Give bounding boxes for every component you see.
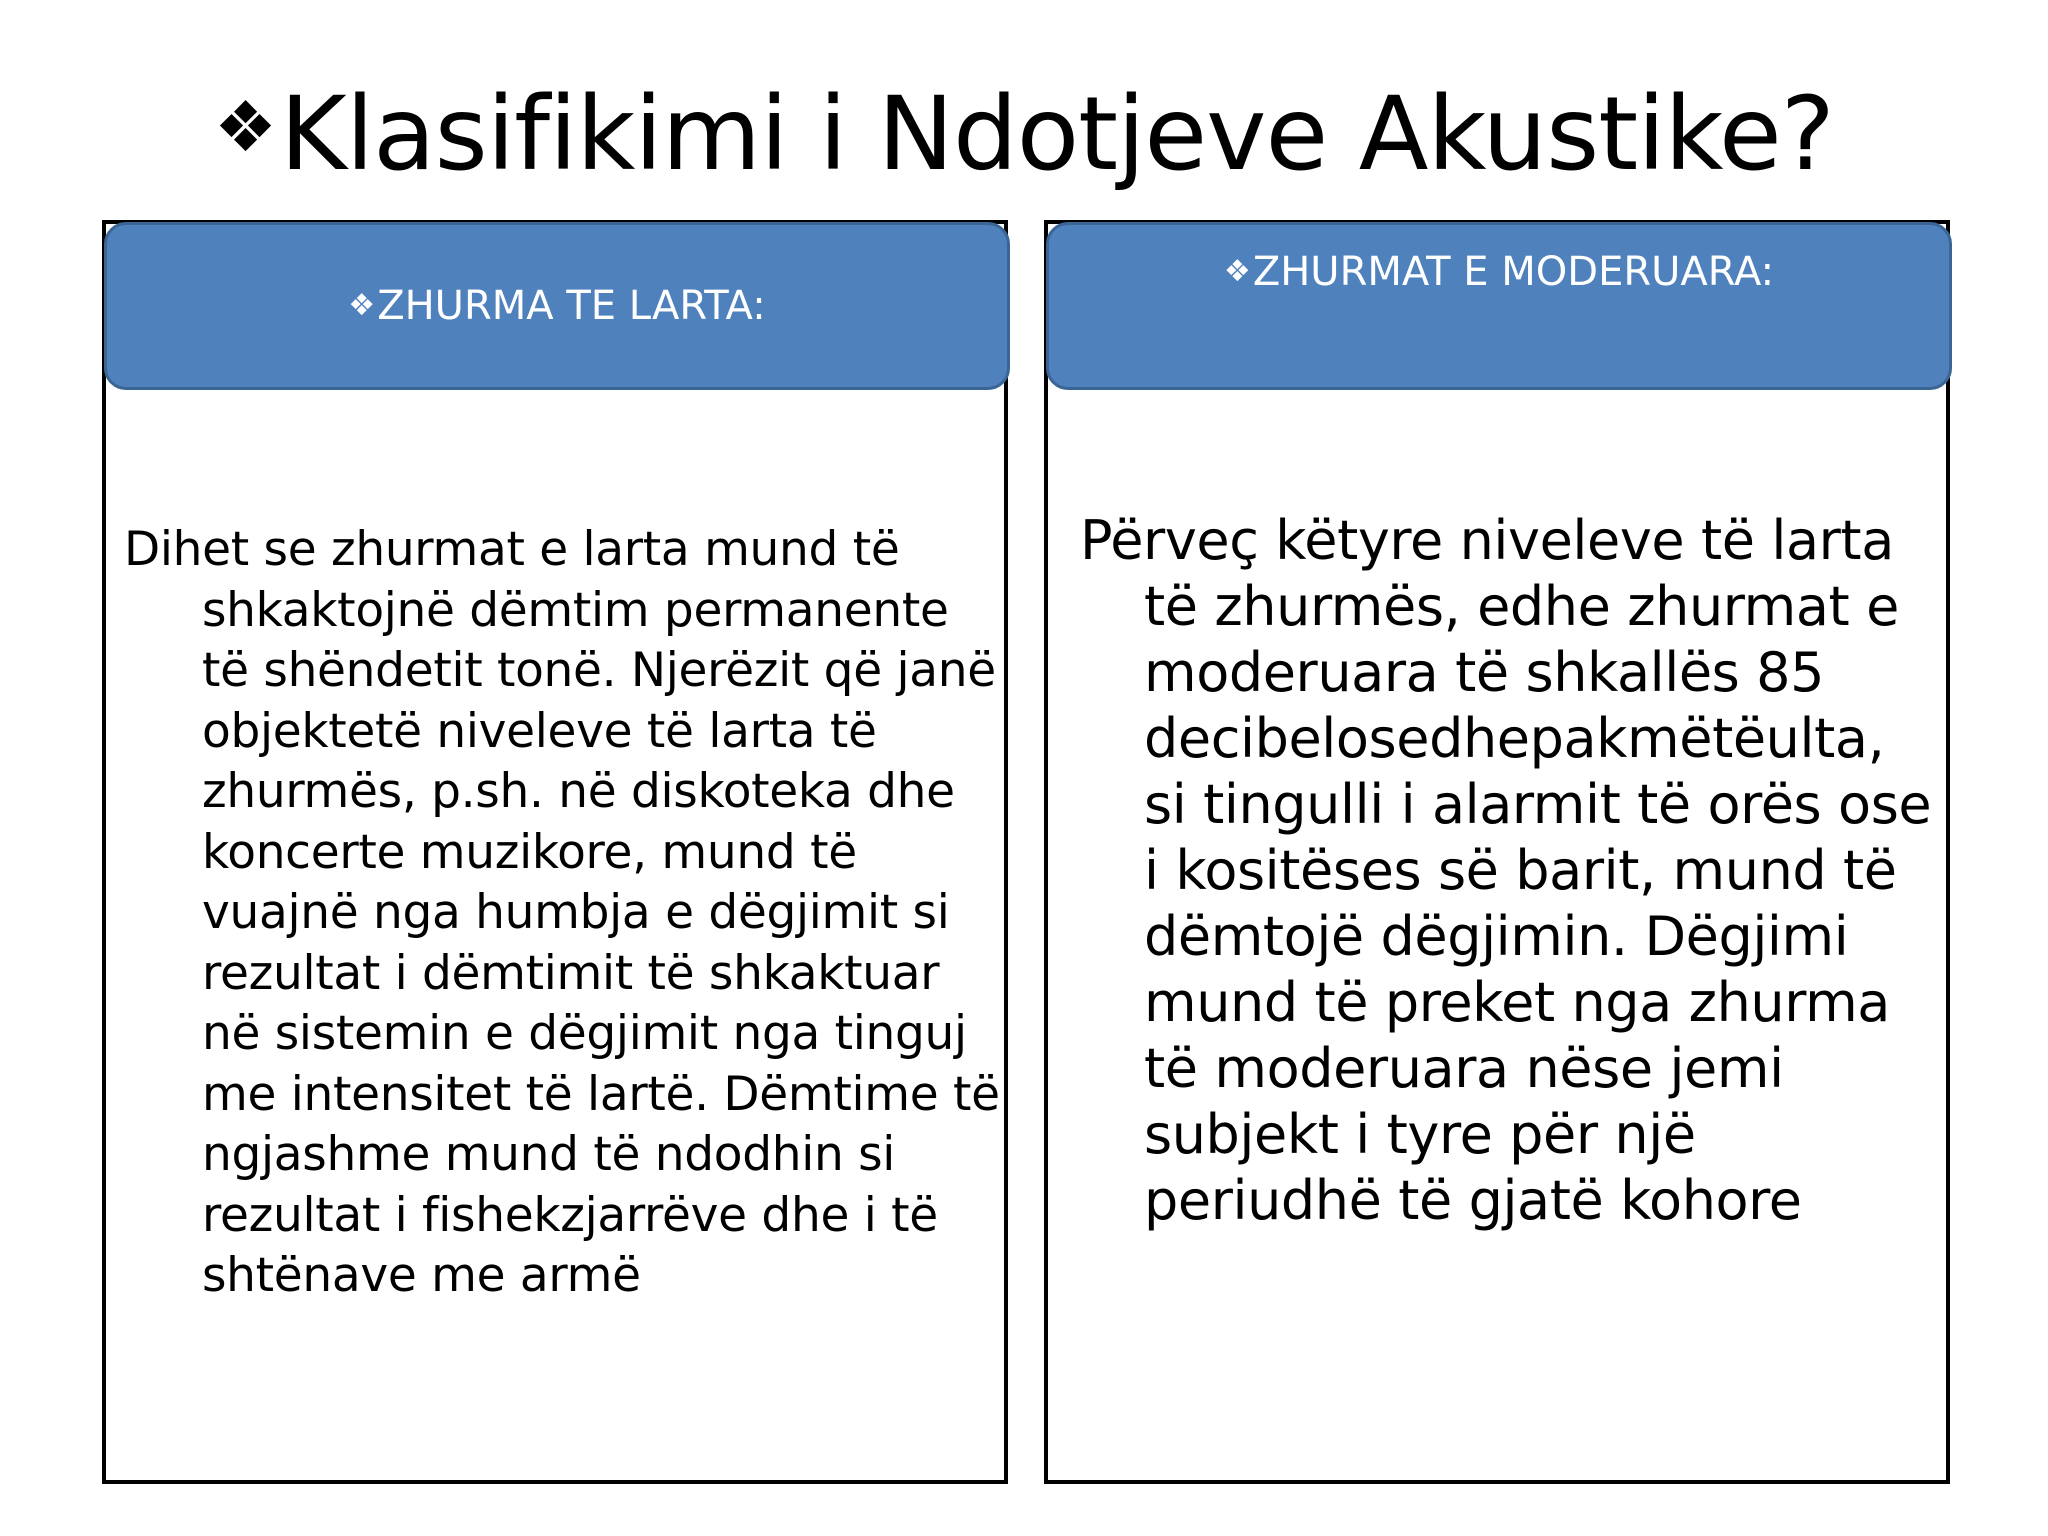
panel-body-high-noise: Dihet se zhurmat e larta mund të shkaktojnë dëmtim permanente të shëndetit tonë. Njerëzit që janë objektetë niveleve të larta të zhurmës, p.sh. në diskoteka dhe koncerte muzikore, mund të vuajnë nga humbja e dëgjimit si rezultat i dëmtimit të shkaktuar në sistemin e dëgjimit nga tinguj me intensitet të lartë. Dëmtime të ngjashme mund të ndodhin si rezultat i fishekzjarrëve dhe i të shtënave me armë (124, 522, 1000, 1303)
panel-header-moderate-noise (1046, 222, 1952, 390)
panel-high-noise (102, 220, 1008, 1484)
diamond-bullet-icon: ❖ (1223, 254, 1251, 289)
diamond-bullet-icon: ❖ (214, 86, 276, 168)
panel-header-label (1049, 249, 1949, 295)
panel-header-label (107, 283, 1007, 329)
panel-header-text: ZHURMAT E MODERUARA: (1252, 249, 1775, 295)
panel-moderate-noise (1044, 220, 1950, 1484)
panel-header-text: ZHURMA TE LARTA: (377, 283, 766, 329)
panel-body-moderate-noise: Përveç këtyre niveleve të larta të zhurmës, edhe zhurmat e moderuara të shkallës 85 decibelosedhepakmëtëulta, si tingulli i alarmit të orës ose i kositëses së barit, mund të dëmtojë dëgjimin. Dëgjimi mund të preket nga zhurma të moderuara nëse jemi subjekt i tyre për një periudhë të gjatë kohore (1080, 509, 1932, 1232)
diamond-bullet-icon: ❖ (348, 288, 376, 323)
slide-title-text: Klasifikimi i Ndotjeve Akustike? (279, 75, 1834, 194)
panel-header-high-noise (104, 222, 1010, 390)
slide-title (0, 62, 2048, 200)
